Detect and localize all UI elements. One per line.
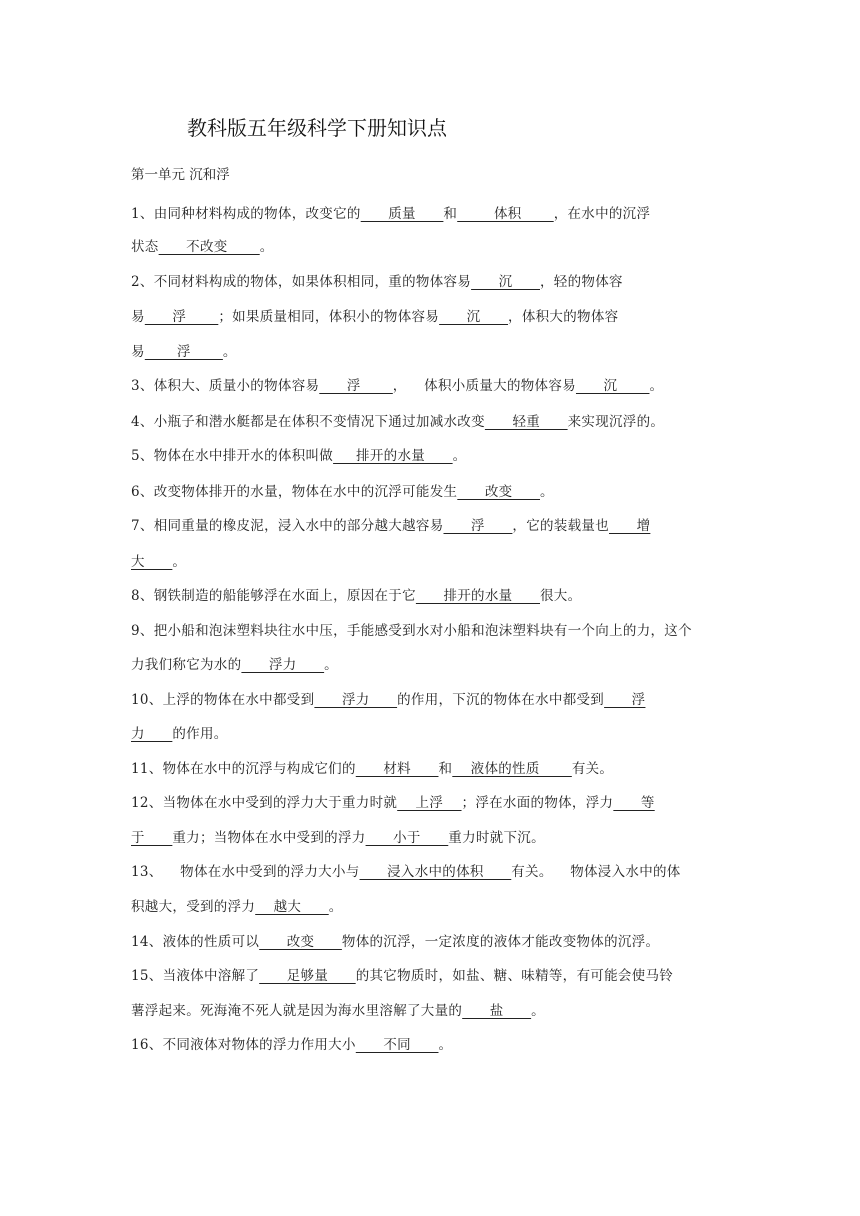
- line-text: 8、钢铁制造的船能够浮在水面上，原因在于它: [131, 588, 416, 604]
- text-line: [131, 722, 228, 742]
- text-line: [131, 235, 274, 255]
- fill-in-answer: 不改变: [158, 239, 260, 255]
- line-text: 物体的沉浮，一定浓度的液体才能改变物体的沉浮。: [341, 934, 660, 950]
- fill-in-answer: 浮: [144, 344, 223, 360]
- section-heading: 第一单元 沉和浮: [131, 167, 230, 183]
- line-text: 1、由同种材料构成的物体，改变它的: [131, 206, 361, 222]
- line-text: 体积小质量大的物体容易: [424, 378, 576, 394]
- text-line: [131, 688, 645, 708]
- fill-in-answer: 浮力: [314, 692, 398, 708]
- fill-in-answer: 排开的水量: [415, 588, 540, 604]
- line-text: 薯浮起来。死海淹不死人就是因为海水里溶解了大量的: [131, 1003, 463, 1019]
- fill-in-answer: 浮: [319, 378, 393, 394]
- line-text: 。: [259, 239, 274, 255]
- line-text: 的作用，下沉的物体在水中都受到: [397, 692, 605, 708]
- line-text: 。: [649, 378, 664, 394]
- fill-in-answer: 体积: [457, 206, 554, 222]
- fill-in-answer: 浮力: [241, 657, 325, 673]
- text-line: [131, 791, 655, 811]
- fill-in-answer: 小于: [365, 830, 449, 846]
- fill-in-answer: 浮: [604, 692, 646, 708]
- text-line: [131, 1033, 452, 1053]
- line-text: 12、当物体在水中受到的浮力大于重力时就: [131, 795, 398, 811]
- text-line: [131, 826, 545, 846]
- fill-in-answer: 材料: [355, 761, 439, 777]
- text-line: [131, 619, 692, 639]
- line-text: 。: [328, 899, 343, 915]
- line-text: 。: [438, 1037, 453, 1053]
- line-text: 。: [172, 554, 187, 570]
- text-line: [131, 550, 186, 570]
- line-text: ，: [392, 378, 407, 394]
- fill-in-answer: 力: [131, 726, 173, 742]
- fill-in-answer: 大: [131, 554, 173, 570]
- text-line: [131, 480, 554, 500]
- fill-in-answer: 浸入水中的体积: [359, 864, 512, 880]
- line-text: 4、小瓶子和潜水艇都是在体积不变情况下通过加减水改变: [131, 414, 485, 430]
- text-line: [131, 374, 663, 394]
- fill-in-answer: 沉: [575, 378, 650, 394]
- text-line: [131, 514, 650, 534]
- fill-in-answer: 改变: [259, 934, 342, 950]
- line-text: 。: [531, 1003, 545, 1019]
- fill-in-answer: 排开的水量: [333, 448, 453, 464]
- line-text: 3、体积大、质量小的物体容易: [131, 378, 320, 394]
- line-text: 15、当液体中溶解了: [131, 968, 260, 984]
- text-line: [131, 964, 673, 984]
- line-text: 13、: [131, 864, 163, 880]
- fill-in-answer: 足够量: [259, 968, 356, 984]
- line-text: 5、物体在水中排开水的体积叫做: [131, 448, 334, 464]
- fill-in-answer: 沉: [439, 309, 509, 325]
- fill-in-answer: 上浮: [397, 795, 462, 811]
- line-text: 9、把小船和泡沫塑料块往水中压，手能感受到水对小船和泡沫塑料块有一个向上的力，这个: [131, 623, 692, 639]
- line-text: 物体浸入水中的体: [570, 864, 681, 880]
- fill-in-answer: 越大: [255, 899, 329, 915]
- fill-in-answer: 增: [609, 518, 651, 534]
- text-line: [131, 270, 623, 290]
- line-text: 14、液体的性质可以: [131, 934, 260, 950]
- text-line: [131, 444, 466, 464]
- fill-in-answer: 质量: [360, 206, 444, 222]
- text-line: [131, 305, 618, 325]
- line-text: 易: [131, 309, 145, 325]
- text-line: [131, 584, 581, 604]
- line-text: 状态: [131, 239, 159, 255]
- text-line: [131, 930, 659, 950]
- fill-in-answer: 于: [131, 830, 173, 846]
- fill-in-answer: 改变: [457, 484, 540, 500]
- line-text: 很大。: [540, 588, 582, 604]
- fill-in-answer: 液体的性质: [452, 761, 572, 777]
- text-line: [131, 895, 343, 915]
- line-text: 物体在水中受到的浮力大小与: [180, 864, 360, 880]
- text-line: [131, 410, 664, 430]
- line-text: 重力时就下沉。: [448, 830, 545, 846]
- text-line: [131, 202, 650, 222]
- line-text: 积越大，受到的浮力: [131, 899, 256, 915]
- text-line: [131, 340, 237, 360]
- line-text: ；如果质量相同，体积小的物体容易: [218, 309, 440, 325]
- line-text: 力我们称它为水的: [131, 657, 242, 673]
- fill-in-answer: 浮: [443, 518, 513, 534]
- line-text: 6、改变物体排开的水量，物体在水中的沉浮可能发生: [131, 484, 458, 500]
- line-text: 2、不同材料构成的物体，如果体积相同，重的物体容易: [131, 274, 472, 290]
- line-text: ，它的装载量也: [512, 518, 610, 534]
- text-line: [131, 757, 613, 777]
- line-text: 重力；当物体在水中受到的浮力: [172, 830, 366, 846]
- text-line: [131, 999, 545, 1019]
- line-text: ，轻的物体容: [540, 274, 623, 290]
- line-text: ；浮在水面的物体，浮力: [461, 795, 614, 811]
- line-text: 有关。: [511, 864, 553, 880]
- line-text: 。: [222, 344, 237, 360]
- fill-in-answer: 等: [613, 795, 655, 811]
- line-text: 有关。: [571, 761, 614, 777]
- line-text: 16、不同液体对物体的浮力作用大小: [131, 1037, 356, 1053]
- line-text: ，体积大的物体容: [508, 309, 619, 325]
- fill-in-answer: 浮: [144, 309, 219, 325]
- line-text: 7、相同重量的橡皮泥，浸入水中的部分越大越容易: [131, 518, 444, 534]
- line-text: 和: [438, 761, 453, 777]
- line-text: 11、物体在水中的沉浮与构成它们的: [131, 761, 356, 777]
- line-text: 来实现沉浮的。: [567, 414, 665, 430]
- line-text: ，在水中的沉浮: [553, 206, 651, 222]
- line-text: 的作用。: [172, 726, 228, 742]
- document-title: 教科版五年级科学下册知识点: [187, 116, 447, 140]
- text-line: [131, 653, 338, 673]
- line-text: 。: [324, 657, 338, 673]
- line-text: 和: [443, 206, 458, 222]
- line-text: 10、上浮的物体在水中都受到: [131, 692, 315, 708]
- line-text: 易: [131, 344, 145, 360]
- line-text: 的其它物质时，如盐、糖、味精等，有可能会使马铃: [355, 968, 674, 984]
- fill-in-answer: 不同: [355, 1037, 439, 1053]
- fill-in-answer: 沉: [471, 274, 540, 290]
- line-text: 。: [540, 484, 554, 500]
- text-line: [131, 860, 681, 880]
- fill-in-answer: 盐: [462, 1003, 532, 1019]
- line-text: 。: [452, 448, 467, 464]
- fill-in-answer: 轻重: [484, 414, 568, 430]
